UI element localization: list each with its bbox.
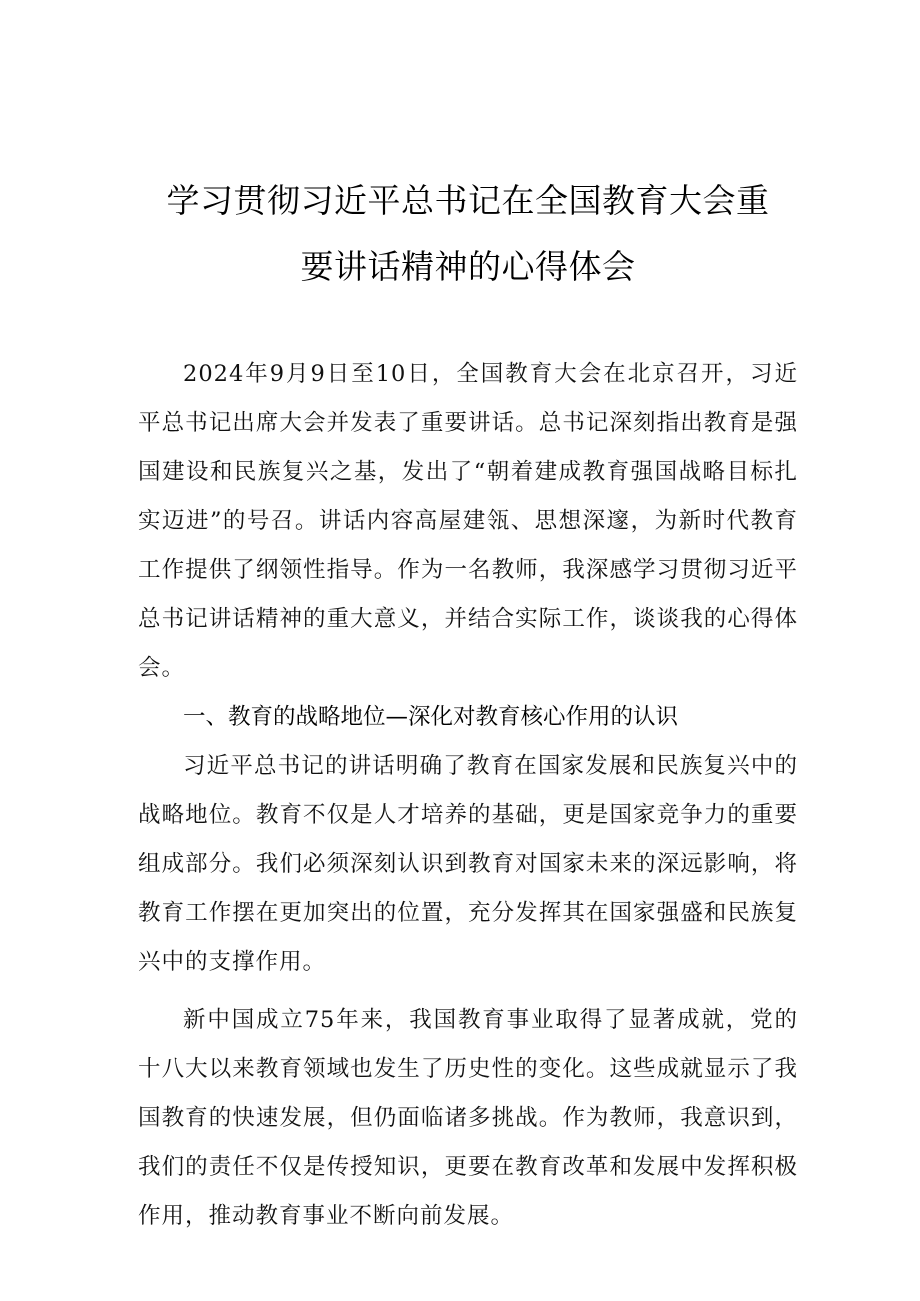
title-line-2: 要讲话精神的心得体会 xyxy=(300,247,636,286)
section-heading-1: 一、教育的战略地位—深化对教育核心作用的认识 xyxy=(183,704,679,730)
document-title xyxy=(138,168,798,300)
document-body xyxy=(138,350,798,1241)
section1-paragraph-2: 新中国成立75年来，我国教育事业取得了显著成就，党的十八大以来教育领域也发生了历史性的变化。这些成就显示了我国教育的快速发展，但仍面临诸多挑战。作为教师，我意识到，我们的责任不仅是传授知识，更要在教育改革和发展中发挥积极作用，推动教育事业不断向前发展。 xyxy=(138,1007,798,1229)
section1-paragraph-1: 习近平总书记的讲话明确了教育在国家发展和民族复兴中的战略地位。教育不仅是人才培养的基础，更是国家竞争力的重要组成部分。我们必须深刻认识到教育对国家未来的深远影响，将教育工作摆在更加突出的位置，充分发挥其在国家强盛和民族复兴中的支撑作用。 xyxy=(138,753,798,975)
intro-paragraph: 2024年9月9日至10日，全国教育大会在北京召开，习近平总书记出席大会并发表了重要讲话。总书记深刻指出教育是强国建设和民族复兴之基，发出了“朝着建成教育强国战略目标扎实迈进”的号召。讲话内容高屋建瓴、思想深邃，为新时代教育工作提供了纲领性指导。作为一名教师，我深感学习贯彻习近平总书记讲话精神的重大意义，并结合实际工作，谈谈我的心得体会。 xyxy=(138,361,798,681)
title-line-1: 学习贯彻习近平总书记在全国教育大会重 xyxy=(166,181,770,220)
